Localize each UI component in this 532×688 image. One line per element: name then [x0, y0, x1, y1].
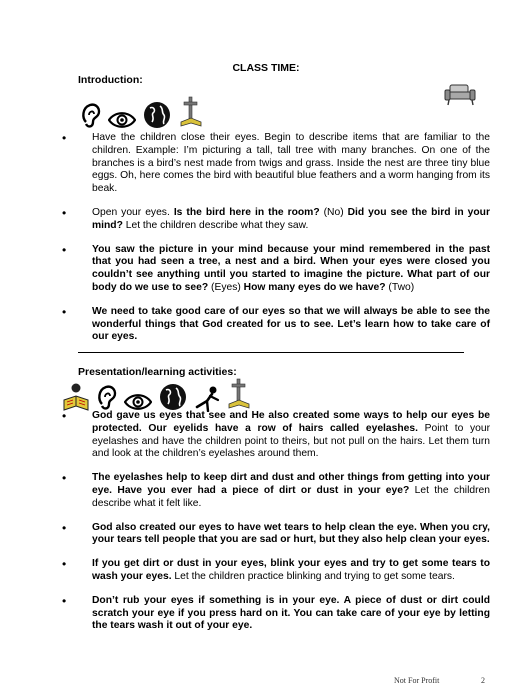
- bold-text-run: We need to take good care of our eyes so that we will always be able to see the wonderful things that God created for us to see. Let’s learn how to take care of our eyes.: [92, 305, 490, 343]
- section-divider: [78, 352, 464, 353]
- bold-text-run: You saw the picture in your mind because your mind remembered in the past that you had seen a tree, a nest and a bird. When your eyes were closed you couldn’t see anything until you started to imagine the picture. What part of our body do we use to see?: [92, 243, 490, 293]
- bible-reading-icon: [62, 382, 90, 412]
- ear-icon: [80, 102, 102, 130]
- page-title: CLASS TIME:: [232, 62, 300, 74]
- bold-text-run: The eyelashes help to keep dirt and dust and other things from getting into your eye. Have you ever had a piece of dirt or dust in your eye?: [92, 472, 490, 496]
- cross-bible-icon: [178, 96, 204, 130]
- bold-text-run: Is the bird here in the room?: [173, 206, 320, 218]
- bullet-glyph: •: [62, 409, 67, 423]
- bullet-glyph: •: [62, 304, 67, 319]
- text-run: (No): [319, 206, 348, 218]
- footer-page-number: 2: [481, 676, 485, 685]
- eye-icon: [124, 392, 152, 412]
- text-run: Open your eyes.: [92, 206, 174, 218]
- cross-bible-icon: [226, 378, 252, 412]
- text-run: (Eyes): [208, 281, 244, 293]
- stretching-figure-icon: [194, 384, 220, 412]
- text-run: Let the children practice blinking and trying to get some tears.: [171, 570, 455, 582]
- intro-heading: Introduction:: [78, 74, 143, 86]
- bold-text-run: God also created our eyes to have wet tears to help clean the eye. When you cry, your tears tell people that you are sad or hurt, but they also help clean your eyes.: [92, 521, 490, 546]
- presentation-icon-row: [62, 378, 252, 412]
- text-run: Point to your eyelashes and have the children point to theirs, but not pull on the hairs. Let them turn and look at the children’s eyelashes around them.: [92, 422, 491, 460]
- armchair-icon: [444, 82, 478, 106]
- bullet-glyph: •: [62, 205, 67, 220]
- bold-text-run: If you get dirt or dust in your eyes, blink your eyes and try to get some tears to wash your eyes.: [92, 558, 490, 582]
- globe-head-icon: [158, 382, 188, 412]
- text-run: Have the children close their eyes. Begin to describe items that are familiar to the children. Example: I’m picturing a tall, tall tree with many branches. On one of the branches is a bird’s nest made from twigs and grass. Inside the nest are three tiny blue eggs. Oh, here comes the bird with beautiful blue feathers and a worm hanging from its beak.: [92, 132, 490, 195]
- bullet-item: [62, 558, 490, 584]
- bullet-item: [62, 306, 490, 344]
- bullet-item: [62, 472, 490, 510]
- text-run: Let the children describe what they saw.: [122, 219, 309, 231]
- footer-label: Not For Profit: [394, 676, 440, 685]
- bold-text-run: God gave us eyes that see and He also created some ways to help our eyes be protected. Our eyelids have a row of hairs called eyelashes.: [92, 410, 490, 434]
- intro-icon-row: [80, 96, 204, 130]
- bullet-glyph: •: [62, 593, 67, 608]
- presentation-heading: Presentation/learning activities:: [78, 366, 237, 378]
- bold-text-run: How many eyes do we have?: [243, 281, 386, 293]
- bullet-item: [62, 595, 490, 633]
- text-run: (Two): [385, 281, 415, 293]
- presentation-bullet-list: [62, 410, 490, 644]
- bullet-glyph: •: [62, 131, 67, 145]
- eye-icon: [108, 110, 136, 130]
- bullet-item: [62, 522, 490, 548]
- ear-icon: [96, 384, 118, 412]
- bold-text-run: Don’t rub your eyes if something is in your eye. A piece of dust or dirt could scratch your eye if you press hard on it. You can take care of your eye by letting the tears wash it out of your eye.: [92, 594, 490, 632]
- bullet-item: [62, 244, 490, 295]
- intro-bullet-list: [62, 132, 490, 355]
- bullet-item: [62, 410, 490, 461]
- bullet-item: [62, 207, 490, 233]
- bullet-glyph: •: [62, 557, 67, 572]
- text-run: Let the children describe what it felt like.: [92, 484, 490, 509]
- bold-text-run: Did you see the bird in your mind?: [92, 206, 490, 231]
- bullet-glyph: •: [62, 242, 67, 257]
- bullet-glyph: •: [62, 471, 67, 486]
- globe-head-icon: [142, 100, 172, 130]
- bullet-item: [62, 132, 490, 196]
- bullet-glyph: •: [62, 520, 67, 535]
